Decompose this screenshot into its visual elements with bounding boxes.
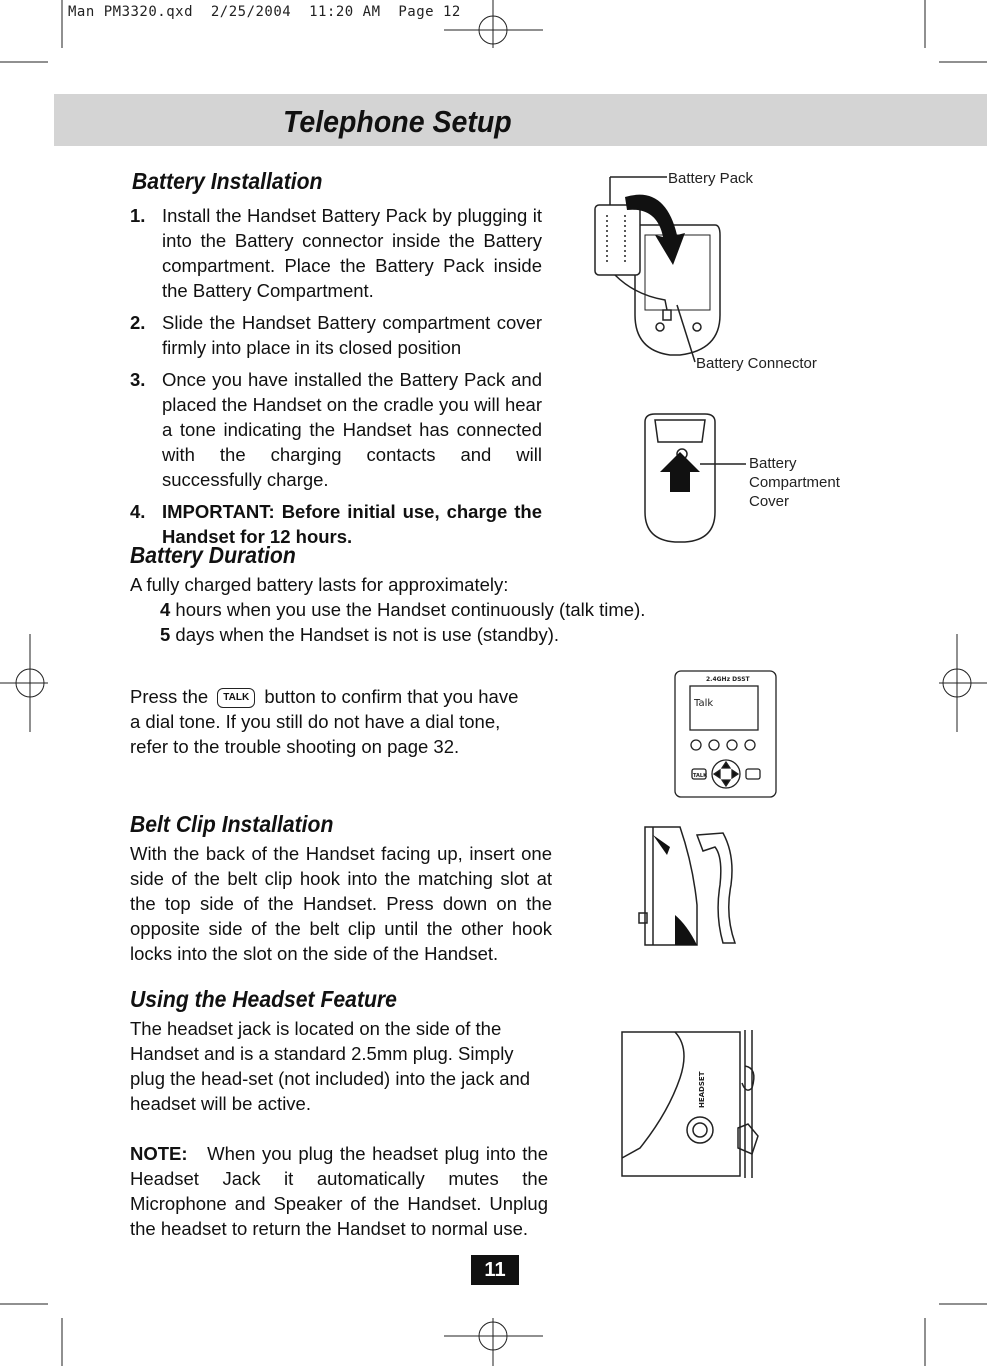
handset-screen-brand: 2.4GHz DSST xyxy=(706,676,750,683)
step-text: IMPORTANT: Before initial use, charge the Handset for 12 hours. xyxy=(162,501,542,547)
standby-value: 5 xyxy=(160,624,171,645)
headset-note xyxy=(130,1141,548,1241)
handset-screen-text: Talk xyxy=(694,698,714,709)
step-text: Install the Handset Battery Pack by plugging it into the Battery connector inside the Battery compartment. Place the Battery Pack inside the Battery Compartment. xyxy=(162,205,542,301)
headset-title: Using the Headset Feature xyxy=(130,986,397,1012)
battery-pack-figure xyxy=(585,165,845,375)
standby-line xyxy=(130,622,650,647)
battery-steps xyxy=(130,203,542,556)
talk-time-value: 4 xyxy=(160,599,171,620)
cover-label-line3: Cover xyxy=(749,493,790,510)
step-text: Once you have installed the Battery Pack and placed the Handset on the cradle you will hear a tone indicating the Handset has connected with the charging contacts and will successfully charge. xyxy=(162,369,542,490)
dial-tone-text xyxy=(130,684,525,759)
headset-jack-figure xyxy=(620,1028,785,1183)
standby-text: days when the Handset is not is use (standby). xyxy=(170,624,560,645)
page-number: 11 xyxy=(471,1255,519,1285)
print-slug: Man PM3320.qxd 2/25/2004 11:20 AM Page 12 xyxy=(68,4,461,20)
cover-label-line1: Battery xyxy=(749,455,797,472)
note-label: NOTE: xyxy=(130,1143,188,1164)
step-text: Slide the Handset Battery compartment cover firmly into place in its closed position xyxy=(162,312,542,358)
battery-duration-title: Battery Duration xyxy=(130,542,296,568)
talk-key-icon: TALK xyxy=(217,688,255,708)
steps-list xyxy=(130,203,542,549)
cover-label xyxy=(749,454,840,511)
headset-jack-label: HEADSET xyxy=(698,1071,706,1108)
cover-label-line2: Compartment xyxy=(749,474,840,491)
talk-time-text: hours when you use the Handset continuously (talk time). xyxy=(170,599,646,620)
belt-clip-figure xyxy=(635,825,745,950)
handset-front-figure xyxy=(674,670,779,800)
battery-duration-text xyxy=(130,572,650,647)
belt-clip-title: Belt Clip Installation xyxy=(130,811,334,837)
handset-talk-key: TALK xyxy=(693,773,707,779)
step-item xyxy=(130,310,542,360)
headset-text: The headset jack is located on the side of the Handset and is a standard 2.5mm plug. Simply plug the head-set (not included) into the jack and headset will be active. xyxy=(130,1018,531,1114)
battery-pack-label: Battery Pack xyxy=(668,170,754,187)
step-number: 3. xyxy=(130,369,146,390)
page-title: Telephone Setup xyxy=(283,104,512,139)
compartment-cover-figure xyxy=(640,412,760,547)
step-number: 1. xyxy=(130,205,146,226)
dial-tone-after: button to confirm that you have a dial tone. If you still do not have a dial tone, refer to the trouble shooting on page 32. xyxy=(130,686,519,757)
battery-connector-label: Battery Connector xyxy=(696,355,817,372)
step-item xyxy=(130,367,542,492)
step-number: 4. xyxy=(130,501,146,522)
step-item xyxy=(130,203,542,303)
note-text: When you plug the headset plug into the Headset Jack it automatically mutes the Microphone and Speaker of the Handset. Unplug the headset to return the Handset to normal use. xyxy=(130,1143,549,1239)
step-number: 2. xyxy=(130,312,146,333)
header-bar xyxy=(54,94,987,146)
belt-clip-text: With the back of the Handset facing up, insert one side of the belt clip hook into the matching slot at the top side of the Handset. Press down on the opposite side of the belt clip until the other hook locks into the slot on the side of the Handset. xyxy=(130,843,552,964)
battery-installation-title: Battery Installation xyxy=(132,168,323,194)
talk-time-line xyxy=(130,597,650,622)
dial-tone-before: Press the xyxy=(130,686,209,707)
duration-intro: A fully charged battery lasts for approximately: xyxy=(130,574,509,595)
